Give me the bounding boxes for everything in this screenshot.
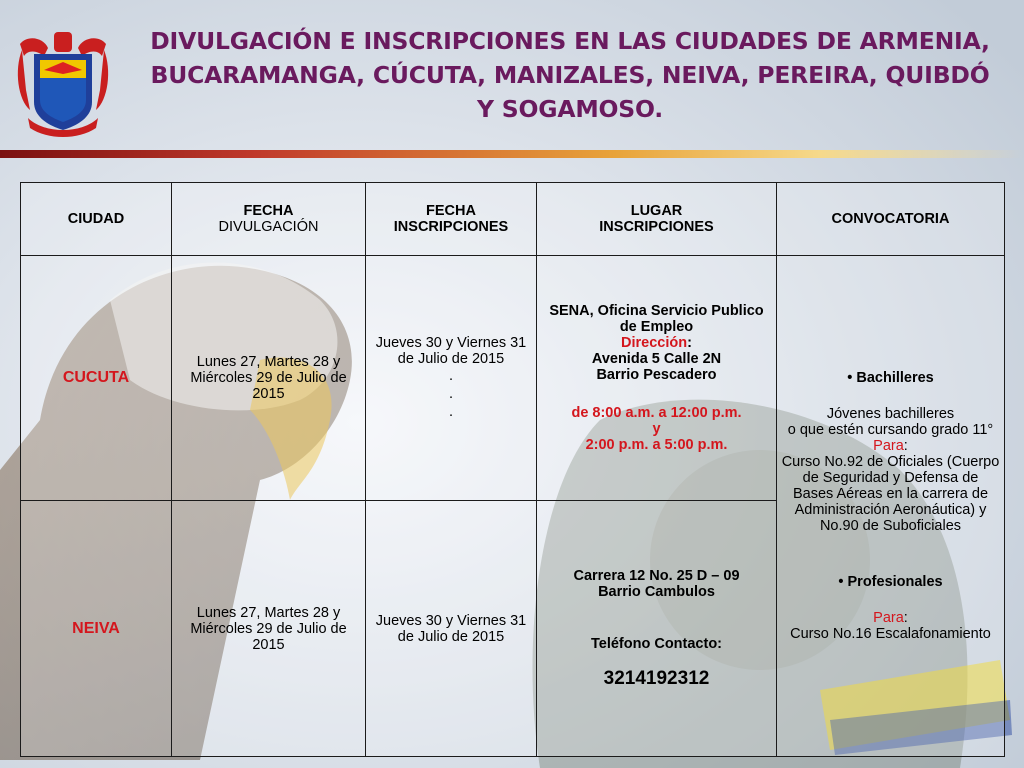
contact-phone-number: 3214192312 <box>603 667 710 689</box>
dot: . <box>448 404 454 420</box>
table-row <box>21 256 1005 501</box>
header-ciudad: CIUDAD <box>21 183 172 256</box>
header-divider <box>0 150 1024 158</box>
cell-city-cucuta: CUCUTA <box>21 256 172 501</box>
header <box>0 0 1024 150</box>
cell-inscripciones-neiva: Jueves 30 y Viernes 31 de Julio de 2015 <box>366 501 537 757</box>
dot: . <box>448 386 454 402</box>
table-header-row <box>21 183 1005 256</box>
header-fecha-divulgacion: FECHA DIVULGACIÓN <box>172 183 366 256</box>
header-lugar-inscripciones: LUGAR INSCRIPCIONES <box>537 183 777 256</box>
cell-lugar-cucuta: SENA, Oficina Servicio Publico de Empleo Dirección: Avenida 5 Calle 2N Barrio Pescadero de 8:00 a.m. a 12:00 p.m. y 2:00 p.m. a 5:00 p.m. <box>537 256 777 501</box>
header-fecha-inscripciones: FECHA INSCRIPCIONES <box>366 183 537 256</box>
registration-schedule-table <box>20 182 1005 757</box>
air-force-shield-logo <box>14 30 112 138</box>
header-convocatoria: CONVOCATORIA <box>777 183 1005 256</box>
cell-convocatoria: • Bachilleres Jóvenes bachilleres o que estén cursando grado 11° Para: Curso No.92 de Oficiales (Cuerpo de Seguridad y Defensa de Bases Aéreas en la carrera de Administración Aeronáutica) y No.90 de Suboficiales • Profesionales Para: Curso No.16 Escalafonamiento <box>777 256 1005 757</box>
cell-inscripciones-cucuta: Jueves 30 y Viernes 31 de Julio de 2015 . . . <box>366 256 537 501</box>
dot: . <box>448 368 454 384</box>
cell-lugar-neiva: Carrera 12 No. 25 D – 09 Barrio Cambulos Teléfono Contacto: 3214192312 <box>537 501 777 757</box>
cell-divulgacion-cucuta: Lunes 27, Martes 28 y Miércoles 29 de Julio de 2015 <box>172 256 366 501</box>
cell-divulgacion-neiva: Lunes 27, Martes 28 y Miércoles 29 de Julio de 2015 <box>172 501 366 757</box>
page-title: DIVULGACIÓN E INSCRIPCIONES EN LAS CIUDADES DE ARMENIA, BUCARAMANGA, CÚCUTA, MANIZALES, NEIVA, PEREIRA, QUIBDÓ Y SOGAMOSO. <box>150 27 990 123</box>
cell-city-neiva: NEIVA <box>21 501 172 757</box>
